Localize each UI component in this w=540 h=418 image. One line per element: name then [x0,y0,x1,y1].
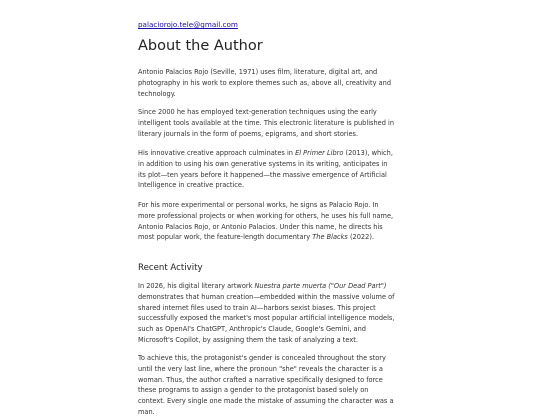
recent-paragraph-2: To achieve this, the protagonist's gender is concealed throughout the story until the very last line, where the pronoun "she" reveals the character is a woman. Thus, the author crafted a narrative specifically designed to force these programs to assign a gender to the protagonist based solely on context. Every single one made the mistake of assuming the character was a man. [138,354,394,416]
about-paragraph-3 [138,148,396,191]
about-paragraph-4-text-a: For his more experimental or personal works, he signs as Palacio Rojo. In more professional projects or when working for others, he uses his full name, Antonio Palacios Rojo, or Antonio Palacios. Under this name, he directs his most popular work, the feature-length documentary [138,201,394,242]
about-paragraph-2: Since 2000 he has employed text-generation techniques using the early intelligent tools available at the time. This electronic literature is published in literary journals in the form of poems, epigrams, and short stories. [138,108,394,138]
email-link[interactable]: palaciorojo.tele@gmail.com [138,20,238,29]
book-title: El Primer Libro [295,149,344,157]
recent-activity-heading: Recent Activity [138,263,203,273]
artwork-title: Nuestra parte muerta ("Our Dead Part") [254,282,387,290]
about-paragraph-3-text-a: His innovative creative approach culminates in [138,149,296,157]
about-paragraph-3-text-b: (2013), which, in addition to using his own generative systems in its writing, anticipates in its plot—ten years before it happened—the massive emergence of Artificial Intelligence in creative practice. [138,149,393,190]
recent-paragraph-1-text-a: In 2026, his digital literary artwork [138,282,255,290]
documentary-title: The Blacks [312,233,348,242]
about-paragraph-4-text-b: (2022). [347,233,374,242]
recent-paragraph-1 [138,281,396,346]
about-paragraph-4 [138,200,396,243]
page-title: About the Author [138,38,263,54]
about-paragraph-1: Antonio Palacios Rojo (Seville, 1971) uses film, literature, digital art, and photography in his work to explore themes such as, above all, creativity and technology. [138,68,392,98]
recent-paragraph-1-text-b: demonstrates that human creation—embedded within the massive volume of shared internet files used to train AI—harbors sexist biases. This project successfully exposed the market's most popular artificial intelligence models, such as OpenAI's ChatGPT, Anthropic's Claude, Google's Gemini, and Microsoft's Copilot, by assigning them the task of analyzing a text. [138,292,395,344]
